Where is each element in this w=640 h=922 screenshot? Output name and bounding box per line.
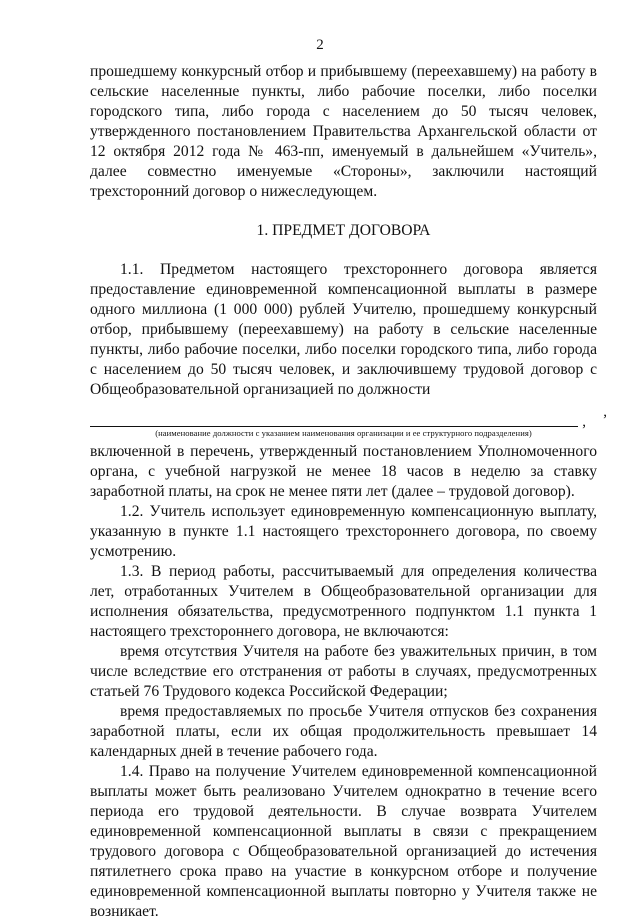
page-number: 2 bbox=[316, 37, 324, 53]
clause-1-2: 1.2. Учитель использует единовременную компенсационную выплату, указанную в пункте 1.1 настоящего трехстороннего договора, по своему усмотрению. bbox=[90, 503, 597, 560]
intro-paragraph: прошедшему конкурсный отбор и прибывшему (переехавшему) на работу в сельские населенные пункты, либо рабочие поселки, либо поселки городского типа, либо города с населением до 50 тысяч человек, утвержденного постановлением Правительства Архангельской области от 12 октября 2012 года № 463-пп, именуемый в дальнейшем «Учитель», далее совместно именуемые «Стороны», заключили настоящий трехсторонний договор о нижеследующем. bbox=[90, 63, 597, 200]
position-blank-field bbox=[90, 404, 607, 439]
clause-1-4: 1.4. Право на получение Учителем единовременной компенсационной выплаты может быть реализовано Учителем однократно в течение всего периода его трудовой деятельности. В случае возврата Учителем единовременной компенсационной выплаты в связи с прекращением трудового договора с Общеобразовательной организацией до истечения пятилетнего срока право на участие в конкурсном отборе и получение единовременной компенсационной выплаты повторно у Учителя также не возникает. bbox=[90, 763, 597, 920]
position-blank-line bbox=[90, 406, 586, 430]
section-title: 1. ПРЕДМЕТ ДОГОВОРА bbox=[256, 222, 431, 239]
clause-1-3: 1.3. В период работы, рассчитываемый для определения количества лет, отработанных Учителем в Общеобразовательной организации для исполнения обязательства, предусмотренного подпунктом 1.1 пункта 1 настоящего трехстороннего договора, не включаются: bbox=[90, 563, 597, 640]
caption-trailing-comma: , bbox=[603, 404, 607, 420]
clause-1-1-continuation: включенной в перечень, утвержденный постановлением Уполномоченного органа, с учебной нагрузкой не менее 18 часов в неделю за ставку заработной платы, на срок не менее пяти лет (далее – трудовой договор). bbox=[90, 443, 597, 500]
blank-comma: , bbox=[582, 414, 586, 430]
clause-1-1: 1.1. Предметом настоящего трехстороннего договора является предоставление единовременной компенсационной выплаты в размере одного миллиона (1 000 000) рублей Учителю, прошедшему конкурсный отбор, прибывшему (переехавшему) на работу в сельские населенные пункты, либо рабочие поселки, либо поселки городского типа, либо города с населением до 50 тысяч человек, и заключившему трудовой договор с Общеобразовательной организацией по должности bbox=[90, 261, 597, 398]
document-body bbox=[90, 62, 607, 922]
clause-1-3-item-b: время предоставляемых по просьбе Учителя отпусков без сохранения заработной платы, если их общая продолжительность превышает 14 календарных дней в течение рабочего года. bbox=[90, 703, 597, 760]
position-blank-caption: (наименование должности с указанием наименования организации и ее структурного подразделения) bbox=[155, 428, 532, 438]
clause-1-3-item-a: время отсутствия Учителя на работе без уважительных причин, в том числе вследствие его отстранения от работы в случаях, предусмотренных статьей 76 Трудового кодекса Российской Федерации; bbox=[90, 643, 597, 700]
